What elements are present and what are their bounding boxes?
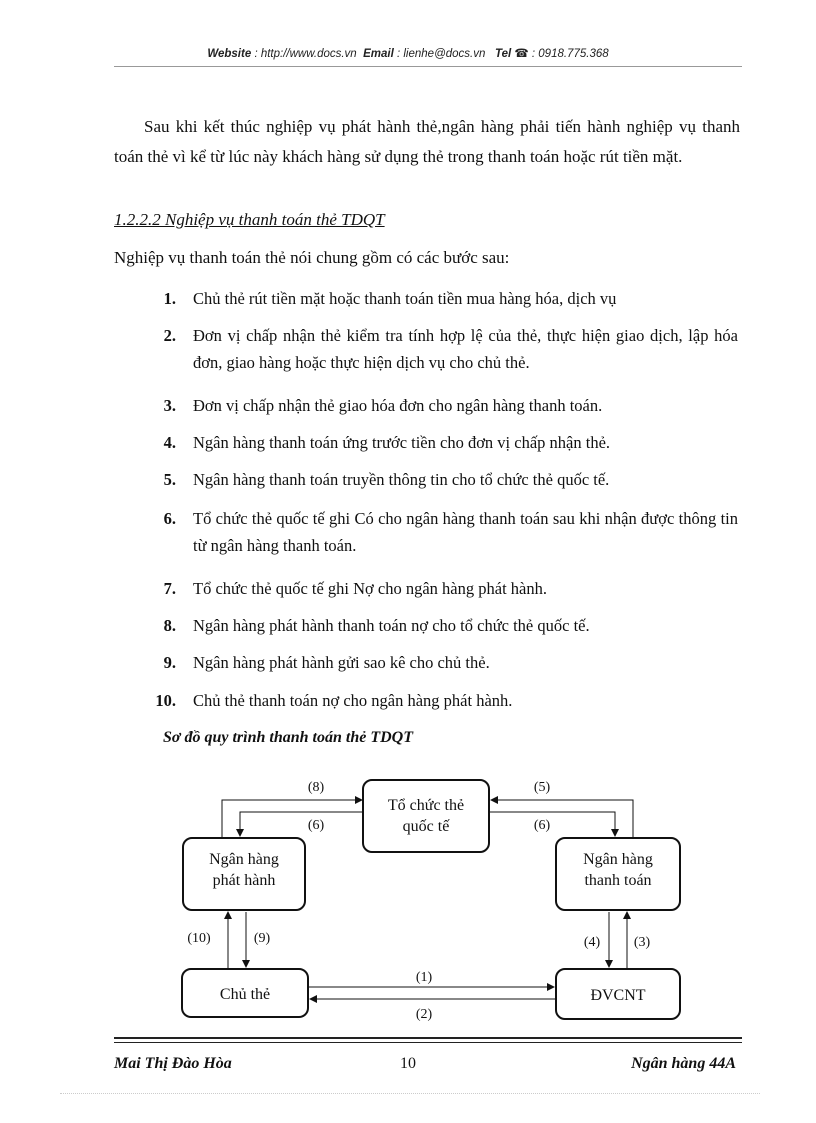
label-8: (8) [307,780,325,795]
arrow-6-right [490,812,615,836]
step-text: Ngân hàng phát hành thanh toán nợ cho tổ chức thẻ quốc tế. [193,616,590,635]
step-number: 5. [163,470,176,489]
node-intl-org-text1: Tổ chức thẻ [387,797,465,814]
label-6-right: (6) [533,818,551,833]
tel-label: Tel ☎ [494,48,529,60]
node-intl-org-text2: quốc tế [402,818,450,835]
page-number: 10 [400,1055,416,1072]
step-number: 6. [163,509,176,528]
node-issuer-text2: phát hành [212,872,276,889]
step-number: 9. [163,653,176,672]
arrow-5 [491,800,633,838]
website-label: Website [207,48,252,60]
step-text: Ngân hàng phát hành gửi sao kê cho chủ thẻ. [193,653,490,672]
step-number: 7. [163,579,176,598]
label-10: (10) [187,931,211,946]
label-9: (9) [253,931,271,946]
step-text: Tổ chức thẻ quốc tế ghi Nợ cho ngân hàng phát hành. [193,579,547,598]
node-merchant-text: ĐVCNT [590,987,646,1004]
label-3: (3) [633,935,651,950]
tel-value: : 0918.775.368 [531,48,609,60]
step-text: Tổ chức thẻ quốc tế ghi Có cho ngân hàng thanh toán sau khi nhận được thông tin từ ngân hàng thanh toán. [193,509,738,555]
node-issuer-text1: Ngân hàng [209,851,279,868]
step-text: Chủ thẻ rút tiền mặt hoặc thanh toán tiền mua hàng hóa, dịch vụ [193,289,617,308]
step-number: 1. [163,289,176,308]
section-heading: 1.2.2.2 Nghiệp vụ thanh toán thẻ TDQT [114,210,385,229]
node-acquirer-text1: Ngân hàng [583,851,653,868]
step-number: 4. [163,433,176,452]
label-4: (4) [583,935,601,950]
arrow-8 [222,800,362,838]
arrow-6-left [240,812,362,836]
intro-paragraph: Sau khi kết thúc nghiệp vụ phát hành thẻ,ngân hàng phải tiến hành nghiệp vụ thanh toán thẻ vì kể từ lúc này khách hàng sử dụng thẻ trong thanh toán hoặc rút tiền mặt. [114,117,740,166]
node-intl-org [363,780,489,852]
step-text: Ngân hàng thanh toán truyền thông tin cho tổ chức thẻ quốc tế. [193,470,610,489]
email-value[interactable]: : lienhe@docs.vn [396,48,486,60]
footer-divider-thick [114,1037,742,1039]
node-cardholder-text: Chủ thẻ [219,986,271,1003]
label-2: (2) [415,1007,433,1022]
label-1: (1) [415,970,433,985]
page-bottom-dotted-line [60,1093,760,1094]
step-number: 3. [163,396,176,415]
step-text: Ngân hàng thanh toán ứng trước tiền cho đơn vị chấp nhận thẻ. [193,433,611,452]
step-number: 10. [155,691,176,710]
footer-class: Ngân hàng 44A [631,1055,736,1072]
steps-intro: Nghiệp vụ thanh toán thẻ nói chung gồm có các bước sau: [114,248,510,267]
step-text: Đơn vị chấp nhận thẻ giao hóa đơn cho ngân hàng thanh toán. [193,396,603,415]
step-number: 8. [163,616,176,635]
label-5: (5) [533,780,551,795]
step-text: Đơn vị chấp nhận thẻ kiểm tra tính hợp lệ của thẻ, thực hiện giao dịch, lập hóa đơn, giao hàng hoặc thực hiện dịch vụ cho chủ thẻ. [193,326,738,372]
footer-divider-thin [114,1042,742,1043]
node-acquirer-text2: thanh toán [584,872,652,889]
step-number: 2. [163,326,176,345]
website-url[interactable]: : http://www.docs.vn [254,48,357,60]
diagram-title: Sơ đồ quy trình thanh toán thẻ TDQT [163,729,413,746]
email-label: Email [363,48,394,60]
label-6-left: (6) [307,818,325,833]
step-text: Chủ thẻ thanh toán nợ cho ngân hàng phát hành. [193,691,513,710]
footer-author: Mai Thị Đào Hòa [114,1055,232,1072]
